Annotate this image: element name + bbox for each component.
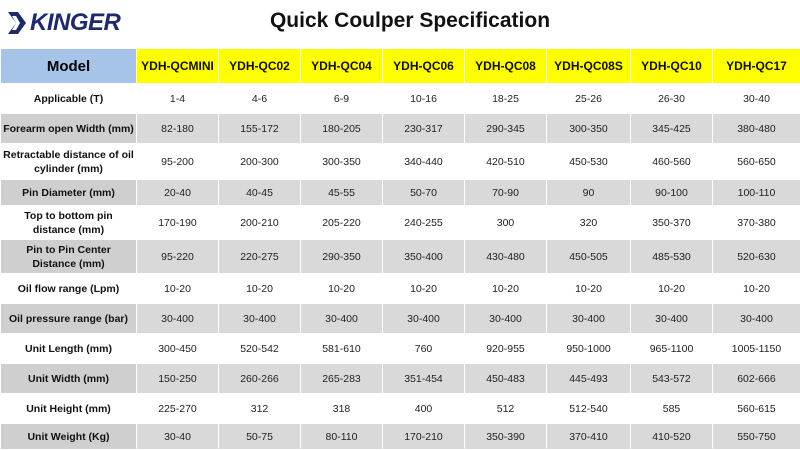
table-cell: 10-20 <box>547 274 631 304</box>
table-cell: 300 <box>465 206 547 240</box>
table-cell: 460-560 <box>631 144 713 180</box>
table-cell: 25-26 <box>547 84 631 114</box>
table-cell: 30-400 <box>219 304 301 334</box>
table-cell: 380-480 <box>713 114 800 144</box>
table-cell: 30-40 <box>713 84 800 114</box>
table-cell: 512 <box>465 394 547 424</box>
table-cell: 265-283 <box>301 364 383 394</box>
table-cell: 26-30 <box>631 84 713 114</box>
table-cell: 10-20 <box>301 274 383 304</box>
table-cell: 410-520 <box>631 424 713 450</box>
table-cell: 50-75 <box>219 424 301 450</box>
table-cell: 200-210 <box>219 206 301 240</box>
table-cell: 220-275 <box>219 240 301 274</box>
brand-name: KINGER <box>30 9 120 37</box>
table-cell: 950-1000 <box>547 334 631 364</box>
table-cell: 318 <box>301 394 383 424</box>
table-cell: 30-400 <box>137 304 219 334</box>
table-row <box>1 144 800 180</box>
table-cell: 30-40 <box>137 424 219 450</box>
table-cell: 585 <box>631 394 713 424</box>
table-cell: 400 <box>383 394 465 424</box>
table-cell: 370-410 <box>547 424 631 450</box>
table-cell: 90 <box>547 180 631 206</box>
table-cell: 18-25 <box>465 84 547 114</box>
specification-table <box>0 48 800 450</box>
table-cell: 300-350 <box>547 114 631 144</box>
table-cell: 300-350 <box>301 144 383 180</box>
table-cell: 230-317 <box>383 114 465 144</box>
page-header <box>0 0 800 48</box>
table-cell: 10-20 <box>465 274 547 304</box>
row-label: Unit Height (mm) <box>1 394 137 424</box>
table-cell: 550-750 <box>713 424 800 450</box>
page-title: Quick Coulper Specification <box>0 9 800 33</box>
table-cell: 1005-1150 <box>713 334 800 364</box>
table-cell: 10-20 <box>219 274 301 304</box>
table-cell: 170-190 <box>137 206 219 240</box>
table-cell: 30-400 <box>465 304 547 334</box>
row-label: Applicable (T) <box>1 84 137 114</box>
table-cell: 445-493 <box>547 364 631 394</box>
table-row <box>1 206 800 240</box>
table-row <box>1 180 800 206</box>
row-label: Oil pressure range (bar) <box>1 304 137 334</box>
row-label: Oil flow range (Lpm) <box>1 274 137 304</box>
table-cell: 240-255 <box>383 206 465 240</box>
table-row <box>1 424 800 450</box>
table-cell: 90-100 <box>631 180 713 206</box>
table-row <box>1 304 800 334</box>
table-cell: 920-955 <box>465 334 547 364</box>
table-cell: 350-370 <box>631 206 713 240</box>
row-label: Unit Length (mm) <box>1 334 137 364</box>
table-cell: 20-40 <box>137 180 219 206</box>
table-cell: 30-400 <box>383 304 465 334</box>
table-cell: 450-483 <box>465 364 547 394</box>
table-cell: 340-440 <box>383 144 465 180</box>
column-header: YDH-QC17 <box>713 49 800 84</box>
row-label: Forearm open Width (mm) <box>1 114 137 144</box>
column-header: YDH-QC10 <box>631 49 713 84</box>
table-cell: 581-610 <box>301 334 383 364</box>
table-cell: 4-6 <box>219 84 301 114</box>
table-row <box>1 274 800 304</box>
table-cell: 351-454 <box>383 364 465 394</box>
table-cell: 205-220 <box>301 206 383 240</box>
column-header: YDH-QC02 <box>219 49 301 84</box>
table-cell: 10-20 <box>383 274 465 304</box>
table-cell: 1-4 <box>137 84 219 114</box>
table-cell: 350-400 <box>383 240 465 274</box>
table-row <box>1 114 800 144</box>
row-label: Retractable distance of oil cylinder (mm) <box>1 144 137 180</box>
column-header: YDH-QC08 <box>465 49 547 84</box>
table-cell: 70-90 <box>465 180 547 206</box>
table-cell: 560-615 <box>713 394 800 424</box>
row-label: Unit Weight (Kg) <box>1 424 137 450</box>
table-cell: 450-530 <box>547 144 631 180</box>
column-header: YDH-QC04 <box>301 49 383 84</box>
table-cell: 430-480 <box>465 240 547 274</box>
table-cell: 312 <box>219 394 301 424</box>
table-row <box>1 240 800 274</box>
table-cell: 6-9 <box>301 84 383 114</box>
table-cell: 45-55 <box>301 180 383 206</box>
table-cell: 30-400 <box>301 304 383 334</box>
table-cell: 10-20 <box>137 274 219 304</box>
table-cell: 100-110 <box>713 180 800 206</box>
table-cell: 155-172 <box>219 114 301 144</box>
table-cell: 10-20 <box>713 274 800 304</box>
table-cell: 520-630 <box>713 240 800 274</box>
table-cell: 30-400 <box>547 304 631 334</box>
row-label: Pin to Pin Center Distance (mm) <box>1 240 137 274</box>
table-cell: 40-45 <box>219 180 301 206</box>
table-cell: 290-350 <box>301 240 383 274</box>
column-header: YDH-QC06 <box>383 49 465 84</box>
table-cell: 512-540 <box>547 394 631 424</box>
table-cell: 50-70 <box>383 180 465 206</box>
table-cell: 345-425 <box>631 114 713 144</box>
table-cell: 420-510 <box>465 144 547 180</box>
table-cell: 602-666 <box>713 364 800 394</box>
table-cell: 225-270 <box>137 394 219 424</box>
table-cell: 485-530 <box>631 240 713 274</box>
table-body <box>1 84 800 450</box>
table-cell: 30-400 <box>631 304 713 334</box>
column-header: YDH-QCMINI <box>137 49 219 84</box>
row-label: Top to bottom pin distance (mm) <box>1 206 137 240</box>
row-label: Pin Diameter (mm) <box>1 180 137 206</box>
table-row <box>1 364 800 394</box>
table-cell: 82-180 <box>137 114 219 144</box>
table-cell: 450-505 <box>547 240 631 274</box>
table-cell: 290-345 <box>465 114 547 144</box>
table-cell: 150-250 <box>137 364 219 394</box>
table-cell: 95-200 <box>137 144 219 180</box>
table-row <box>1 334 800 364</box>
table-row <box>1 84 800 114</box>
table-cell: 300-450 <box>137 334 219 364</box>
column-header: YDH-QC08S <box>547 49 631 84</box>
table-cell: 170-210 <box>383 424 465 450</box>
model-header: Model <box>1 49 137 84</box>
table-cell: 200-300 <box>219 144 301 180</box>
table-cell: 520-542 <box>219 334 301 364</box>
table-cell: 80-110 <box>301 424 383 450</box>
table-cell: 10-20 <box>631 274 713 304</box>
table-cell: 95-220 <box>137 240 219 274</box>
table-cell: 370-380 <box>713 206 800 240</box>
table-cell: 965-1100 <box>631 334 713 364</box>
table-cell: 180-205 <box>301 114 383 144</box>
header-row <box>1 49 800 84</box>
table-cell: 560-650 <box>713 144 800 180</box>
table-cell: 543-572 <box>631 364 713 394</box>
table-cell: 320 <box>547 206 631 240</box>
table-cell: 350-390 <box>465 424 547 450</box>
table-cell: 30-400 <box>713 304 800 334</box>
row-label: Unit Width (mm) <box>1 364 137 394</box>
table-row <box>1 394 800 424</box>
table-cell: 260-266 <box>219 364 301 394</box>
table-cell: 760 <box>383 334 465 364</box>
table-cell: 10-16 <box>383 84 465 114</box>
